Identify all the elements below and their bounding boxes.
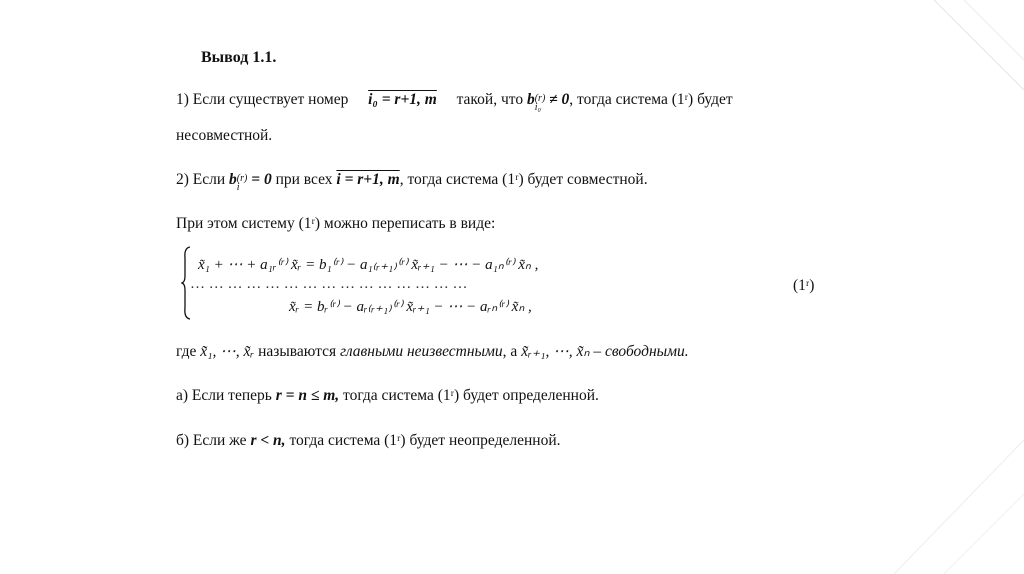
item-2-prefix: 2) Если: [176, 171, 226, 188]
system-row-ellipsis: … … … … … … … … … … … … … … …: [190, 276, 468, 292]
item-1-coef-sub: i₀: [534, 102, 541, 113]
main-unknowns-term: главными неизвестными: [340, 343, 503, 360]
item-2-suffix: , тогда система (1ʳ) будет совместной.: [399, 171, 648, 188]
item-2-index-condition: i = r+1, m: [336, 171, 400, 188]
item-1-index-condition: i₀ = r+1, m: [368, 91, 437, 108]
case-b-condition: r < n,: [250, 432, 286, 449]
item-1-continuation: несовместной.: [176, 127, 273, 144]
item-2-coef-sub: i: [236, 182, 240, 193]
case-b-line: [176, 431, 560, 451]
where-mid: называются: [258, 343, 337, 360]
section-title: Вывод 1.1.: [201, 49, 277, 66]
free-unknowns-term: – свободными.: [593, 343, 689, 360]
free-variables: x̃ᵣ₊₁, ⋯, x̃ₙ: [521, 343, 590, 360]
item-1-neq: ≠ 0: [549, 91, 570, 108]
item-2-coef-sup: (r): [236, 173, 248, 184]
where-line: [176, 342, 689, 362]
item-2-coef: b: [229, 171, 237, 188]
where-prefix: где: [176, 343, 197, 360]
case-b-suffix: тогда система (1ʳ) будет неопределенной.: [289, 432, 561, 449]
decorative-corner-lines: [894, 0, 1024, 574]
case-a-suffix: тогда система (1ʳ) будет определенной.: [343, 387, 599, 404]
case-b-prefix: б) Если же: [176, 432, 247, 449]
where-separator: , а: [502, 343, 518, 360]
system-row-r: x̃ᵣ = bᵣ⁽ʳ⁾ − aᵣ₍ᵣ₊₁₎⁽ʳ⁾ x̃ᵣ₊₁ − ⋯ − aᵣₙ⁽ʳ⁾ x̃ₙ ,: [289, 299, 532, 315]
item-1-coef: b: [526, 91, 535, 108]
item-1-coef-sup: (r): [534, 93, 546, 104]
system-equation-tag: (1ʳ): [793, 277, 815, 294]
system-row-1: x̃₁ + ⋯ + a₁ᵣ⁽ʳ⁾ x̃ᵣ = b₁⁽ʳ⁾ − a₁₍ᵣ₊₁₎⁽ʳ⁾ x̃ᵣ₊₁ − ⋯ − a₁ₙ⁽ʳ⁾ x̃ₙ ,: [198, 257, 539, 273]
item-1-prefix: 1) Если существует номер: [176, 91, 349, 108]
item-2-mid: при всех: [275, 171, 333, 188]
item-2-line: [176, 170, 648, 192]
item-1-mid: такой, что: [456, 91, 524, 108]
case-a-prefix: а) Если теперь: [176, 387, 272, 404]
case-a-line: [176, 386, 599, 406]
item-2-eq: = 0: [251, 171, 272, 188]
item-1-line: [176, 90, 733, 112]
case-a-condition: r = n ≤ m,: [275, 387, 340, 404]
item-1-suffix: , тогда система (1ʳ) будет: [569, 91, 733, 108]
system-intro: При этом систему (1ʳ) можно переписать в виде:: [176, 215, 496, 232]
main-variables: x̃₁, ⋯, x̃ᵣ: [200, 343, 255, 360]
